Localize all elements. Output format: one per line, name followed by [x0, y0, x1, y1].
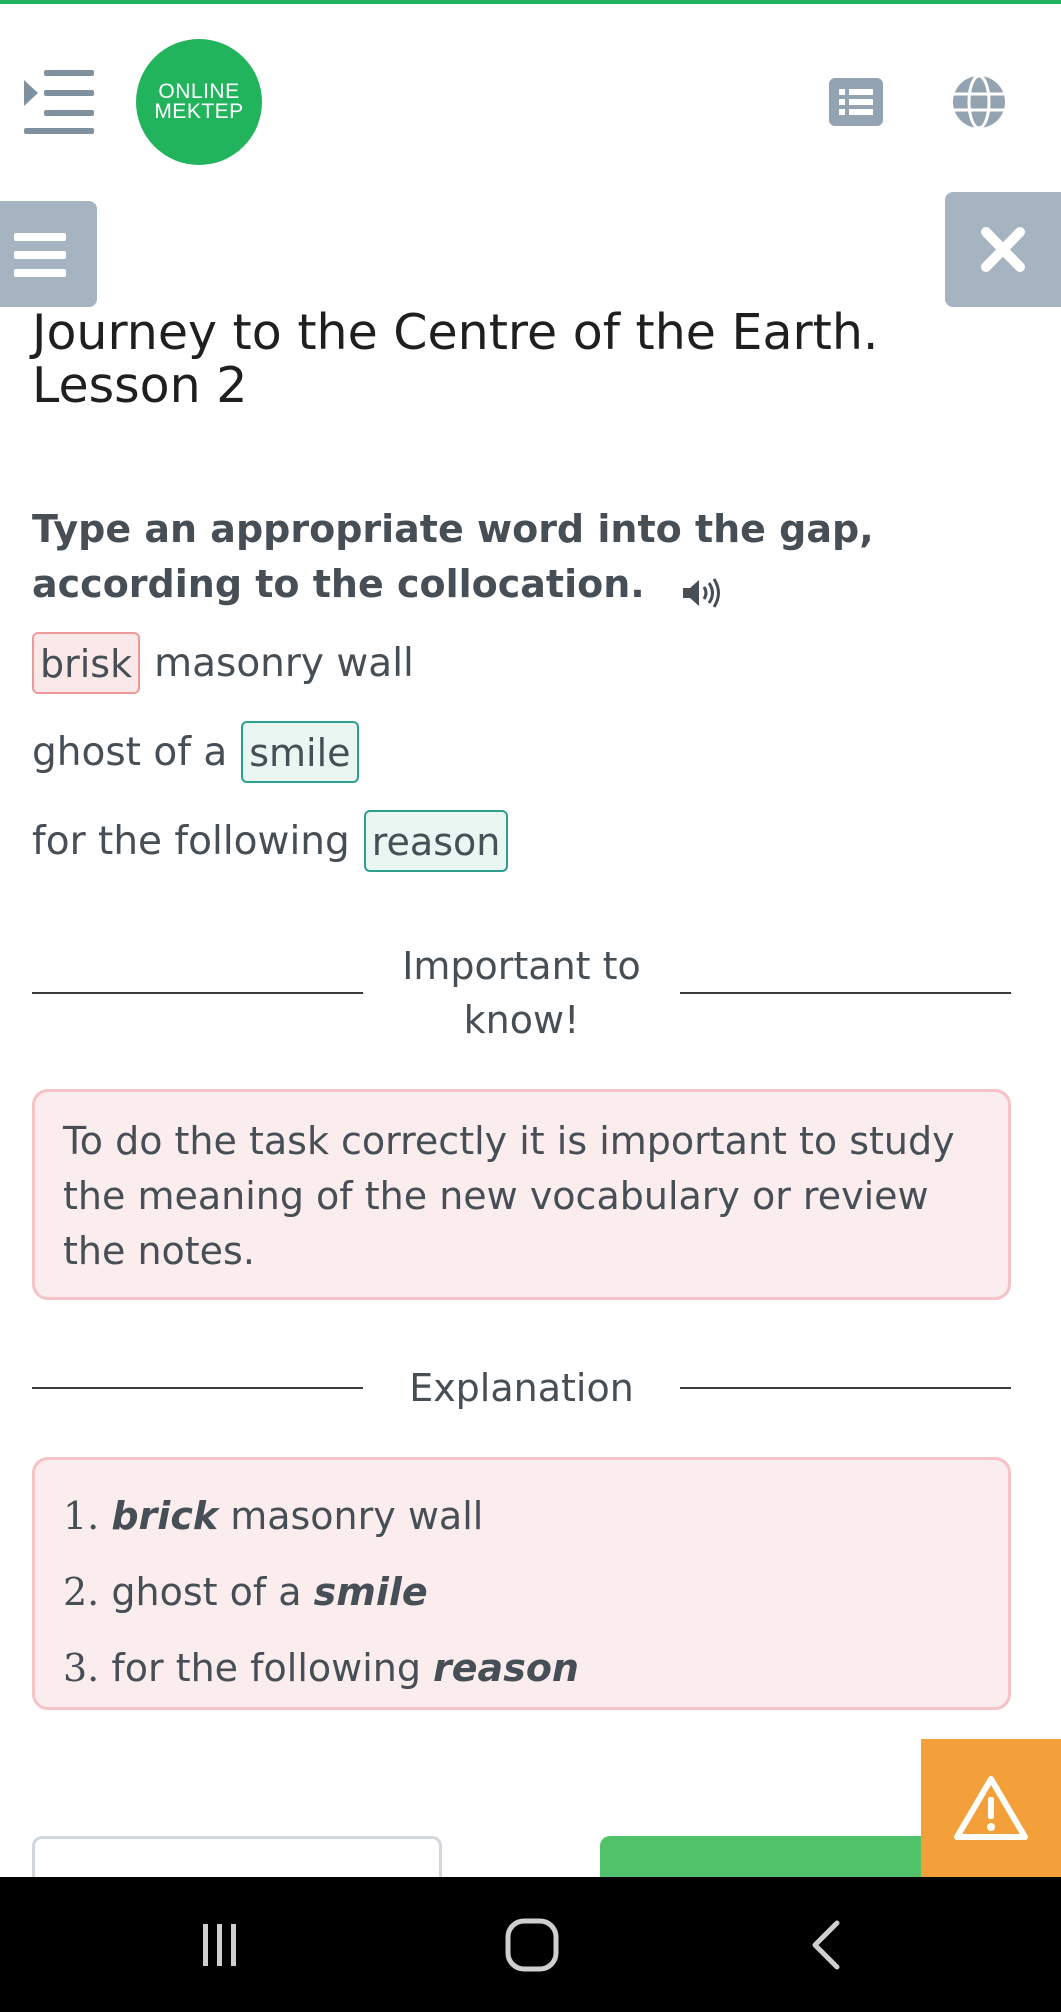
gap-input-2[interactable]: smile	[241, 721, 358, 783]
row-text-after: masonry wall	[154, 640, 414, 686]
explanation-divider	[32, 1361, 1011, 1415]
back-icon[interactable]	[800, 1877, 850, 2012]
logo-text: ONLINE MEKTEP	[154, 80, 244, 123]
menu-collapse-icon[interactable]	[22, 66, 96, 136]
task-instruction	[32, 502, 932, 612]
gap-input-1[interactable]: brisk	[32, 632, 140, 694]
globe-icon[interactable]	[951, 74, 1007, 130]
task-row-1	[32, 632, 414, 694]
task-row-3	[32, 810, 508, 872]
system-navigation-bar	[0, 1877, 1061, 2012]
hamburger-icon[interactable]	[0, 201, 97, 307]
report-warning-icon[interactable]	[921, 1739, 1061, 1877]
row-text-before: for the following	[32, 818, 350, 864]
recent-apps-icon[interactable]	[180, 1877, 260, 2012]
speaker-icon[interactable]	[681, 570, 723, 604]
gap-input-3[interactable]: reason	[364, 810, 509, 872]
important-note-text: To do the task correctly it is important to study the meaning of the new vocabulary or review the notes.	[63, 1119, 955, 1273]
divider-line	[32, 1387, 363, 1389]
task-row-2	[32, 721, 359, 783]
row-text-before: ghost of a	[32, 729, 228, 775]
divider-line	[32, 992, 363, 994]
explanation-item: 1. brick masonry wall	[63, 1494, 484, 1538]
close-icon[interactable]	[945, 192, 1061, 307]
home-icon[interactable]	[490, 1877, 574, 2012]
explanation-box	[32, 1457, 1011, 1710]
divider-line	[680, 992, 1011, 994]
important-divider	[32, 939, 1011, 1047]
page-title: Journey to the Centre of the Earth. Lesson 2	[32, 304, 879, 414]
important-heading: Important to know!	[402, 944, 641, 1042]
top-accent-line	[0, 0, 1061, 4]
divider-line	[680, 1387, 1011, 1389]
explanation-item: 2. ghost of a smile	[63, 1570, 428, 1614]
instruction-text: Type an appropriate word into the gap, according to the collocation.	[32, 507, 874, 606]
list-view-icon[interactable]	[829, 78, 883, 126]
explanation-list	[35, 1460, 1008, 1724]
explanation-item: 3. for the following reason	[63, 1646, 579, 1690]
important-note-box	[32, 1089, 1011, 1300]
explanation-heading: Explanation	[409, 1366, 634, 1410]
online-mektep-logo[interactable]	[136, 39, 262, 165]
